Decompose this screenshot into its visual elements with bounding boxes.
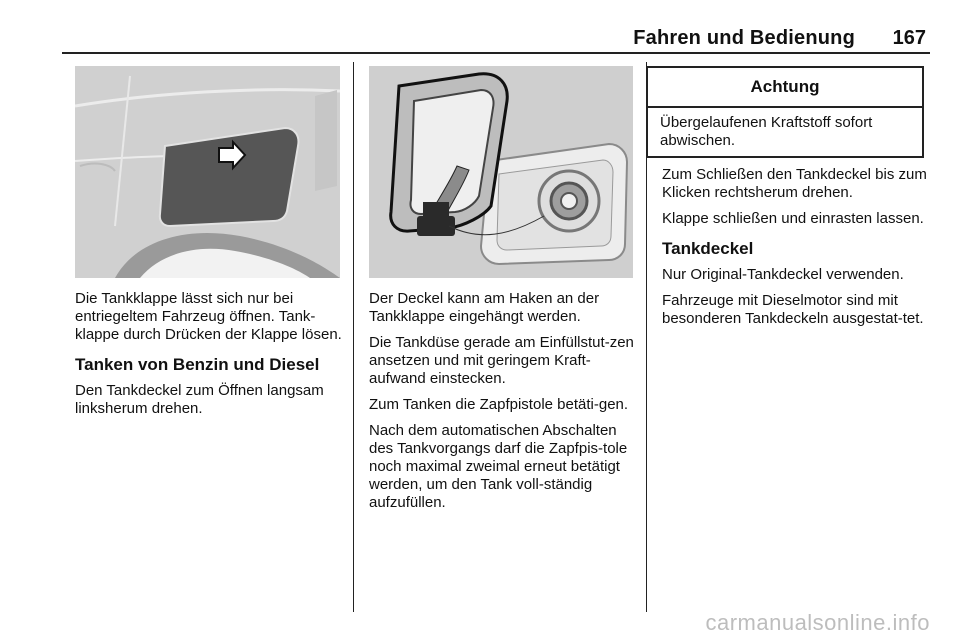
column-left xyxy=(75,290,345,426)
section-heading: Tankdeckel xyxy=(662,239,754,258)
column-divider-left xyxy=(353,62,354,612)
page-header-title: Fahren und Bedienung xyxy=(633,27,855,49)
watermark-text: carmanualsonline.info xyxy=(705,610,930,635)
paragraph: Der Deckel kann am Haken an der Tankklappe eingehängt werden. xyxy=(369,290,600,325)
paragraph: Die Tankklappe lässt sich nur bei entriegeltem Fahrzeug öffnen. Tank‐klappe durch Drücken der Klappe lösen. xyxy=(75,290,342,343)
paragraph: Den Tankdeckel zum Öffnen langsam linksherum drehen. xyxy=(75,382,324,417)
arrow-press-icon xyxy=(215,138,249,172)
page-number: 167 xyxy=(892,27,926,49)
column-middle xyxy=(369,290,637,520)
paragraph: Zum Tanken die Zapfpistole betäti‐gen. xyxy=(369,396,629,413)
open-fuel-flap-illustration xyxy=(369,66,633,278)
paragraph: Nur Original-Tankdeckel verwenden. xyxy=(662,266,904,283)
notice-title: Achtung xyxy=(648,68,922,108)
paragraph: Nach dem automatischen Abschalten des Tankvorgangs darf die Zapfpis‐tole noch maximal zweimal erneut betätigt werden, um den Tank voll‐ständig aufzufüllen. xyxy=(369,422,628,511)
paragraph: Fahrzeuge mit Dieselmotor sind mit besonderen Tankdeckeln ausgestat‐tet. xyxy=(662,292,924,327)
warning-notice-box xyxy=(646,66,924,158)
column-right xyxy=(662,166,930,336)
notice-text: Übergelaufenen Kraftstoff sofort abwischen. xyxy=(660,114,873,149)
header-rule xyxy=(62,52,930,54)
paragraph: Zum Schließen den Tankdeckel bis zum Klicken rechtsherum drehen. xyxy=(662,166,927,201)
paragraph: Klappe schließen und einrasten lassen. xyxy=(662,210,924,227)
paragraph: Die Tankdüse gerade am Einfüllstut‐zen ansetzen und mit geringem Kraft‐aufwand einstecken. xyxy=(369,334,634,387)
fuel-flap-illustration xyxy=(75,66,340,278)
section-heading: Tanken von Benzin und Diesel xyxy=(75,355,320,374)
